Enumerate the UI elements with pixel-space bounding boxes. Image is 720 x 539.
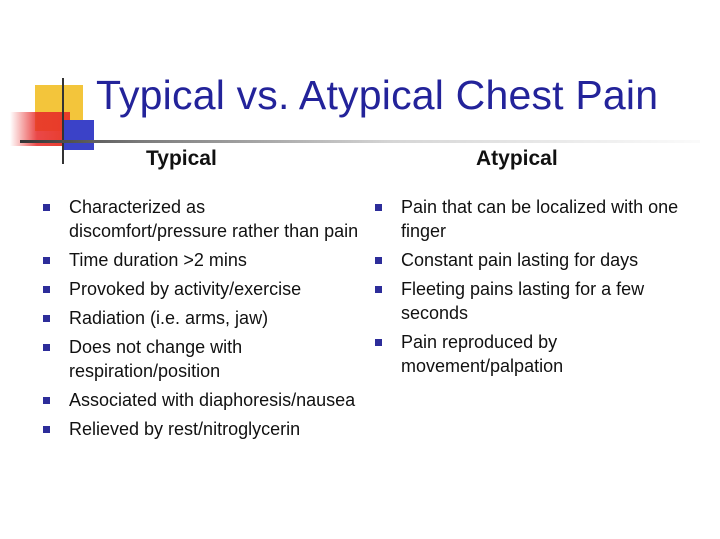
list-item	[40, 417, 360, 441]
square-bullet-icon	[43, 204, 50, 211]
list-item	[372, 195, 702, 243]
square-bullet-icon	[375, 339, 382, 346]
list-item	[40, 277, 360, 301]
list-item-text: Pain that can be localized with one finger	[401, 197, 679, 241]
list-item-text: Relieved by rest/nitroglycerin	[69, 419, 301, 439]
square-bullet-icon	[43, 257, 50, 264]
title-divider	[20, 140, 700, 143]
list-item	[40, 306, 360, 330]
square-bullet-icon	[43, 426, 50, 433]
square-bullet-icon	[43, 344, 50, 351]
list-item-text: Pain reproduced by movement/palpation	[401, 332, 564, 376]
list-item	[40, 248, 360, 272]
list-item-text: Time duration >2 mins	[69, 250, 247, 270]
typical-heading: Typical	[146, 147, 217, 170]
square-bullet-icon	[43, 315, 50, 322]
list-item-text: Fleeting pains lasting for a few seconds	[401, 279, 645, 323]
typical-column	[40, 144, 360, 446]
list-item	[40, 195, 360, 243]
list-item	[372, 277, 702, 325]
list-item-text: Radiation (i.e. arms, jaw)	[69, 308, 269, 328]
atypical-column	[372, 144, 702, 383]
list-item-text: Characterized as discomfort/pressure rather than pain	[69, 197, 359, 241]
list-item-text: Does not change with respiration/position	[69, 337, 243, 381]
list-item	[40, 335, 360, 383]
list-item-text: Constant pain lasting for days	[401, 250, 639, 270]
atypical-list	[372, 195, 702, 378]
list-item	[372, 248, 702, 272]
square-bullet-icon	[375, 286, 382, 293]
slide-title: Typical vs. Atypical Chest Pain	[96, 72, 659, 118]
square-bullet-icon	[43, 286, 50, 293]
square-bullet-icon	[43, 397, 50, 404]
typical-list	[40, 195, 360, 441]
atypical-heading: Atypical	[476, 147, 558, 170]
list-item-text: Provoked by activity/exercise	[69, 279, 302, 299]
square-bullet-icon	[375, 257, 382, 264]
list-item	[40, 388, 360, 412]
list-item	[372, 330, 702, 378]
square-bullet-icon	[375, 204, 382, 211]
list-item-text: Associated with diaphoresis/nausea	[69, 390, 356, 410]
